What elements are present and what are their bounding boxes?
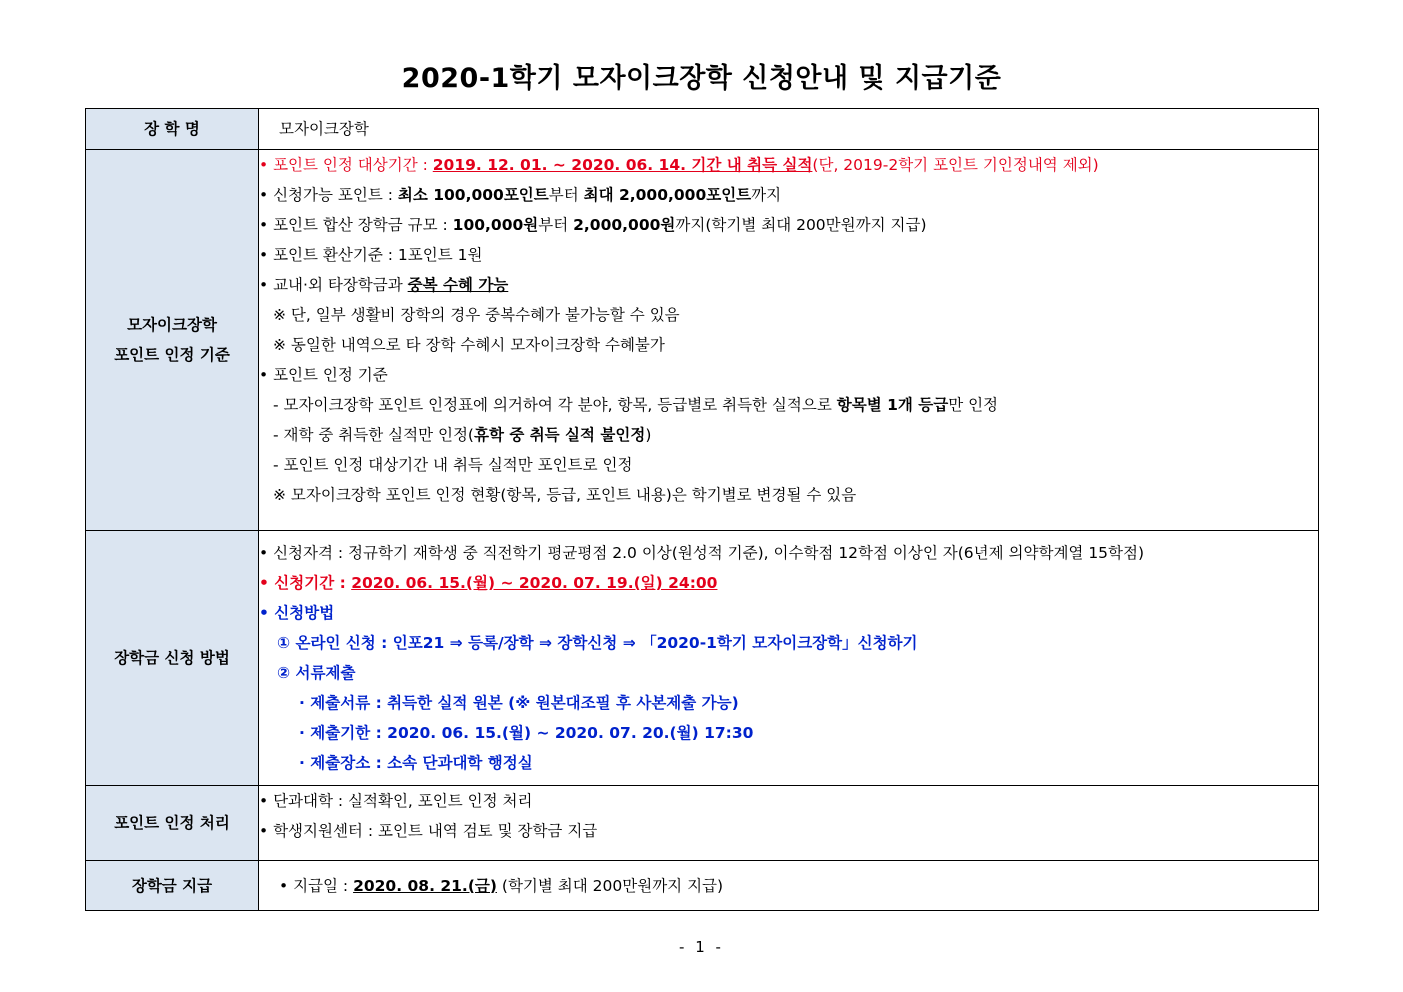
text: ) bbox=[645, 426, 652, 444]
duplicate-highlight: 중복 수혜 가능 bbox=[407, 276, 509, 294]
text: (단, 2019-2학기 포인트 기인정내역 제외) bbox=[812, 156, 1099, 174]
label-payment bbox=[86, 861, 259, 911]
process-college-line: • 단과대학 : 실적확인, 포인트 인정 처리 bbox=[259, 792, 533, 810]
page-number: - 1 - bbox=[679, 938, 724, 956]
label-text: 장학금 신청 방법 bbox=[114, 649, 230, 667]
row-payment bbox=[86, 861, 1319, 911]
text: 까지 bbox=[751, 186, 782, 204]
label-scholarship-name bbox=[86, 109, 259, 150]
bold-text: 휴학 중 취득 실적 불인정 bbox=[473, 426, 646, 444]
label-text: 장 학 명 bbox=[144, 120, 200, 138]
criteria-period-line bbox=[259, 150, 1318, 180]
period-highlight: 2020. 06. 15.(월) ~ 2020. 07. 19.(일) 24:00 bbox=[351, 574, 718, 592]
text: • 교내·외 타장학금과 bbox=[259, 276, 408, 294]
apply-method-heading: • 신청방법 bbox=[259, 604, 335, 622]
row-scholarship-name bbox=[86, 109, 1319, 150]
bold-text: 최대 2,000,000포인트 bbox=[583, 186, 752, 204]
payment-date-line bbox=[279, 871, 1318, 901]
period-highlight: 2019. 12. 01. ~ 2020. 06. 14. 기간 내 취득 실적 bbox=[432, 156, 813, 174]
criteria-standard-heading: • 포인트 인정 기준 bbox=[259, 366, 388, 384]
content-payment bbox=[259, 861, 1319, 911]
bold-text: 최소 100,000포인트 bbox=[397, 186, 549, 204]
label-point-criteria bbox=[86, 150, 259, 531]
criteria-sub-line bbox=[259, 420, 1318, 450]
text: (학기별 최대 200만원까지 지급) bbox=[496, 876, 724, 895]
criteria-conversion-line: • 포인트 환산기준 : 1포인트 1원 bbox=[259, 246, 483, 264]
content-point-processing bbox=[259, 786, 1319, 861]
text: 까지(학기별 최대 200만원까지 지급) bbox=[675, 216, 927, 234]
label-point-processing bbox=[86, 786, 259, 861]
row-point-processing bbox=[86, 786, 1319, 861]
criteria-note-line: ※ 단, 일부 생활비 장학의 경우 중복수혜가 불가능할 수 있음 bbox=[273, 306, 680, 324]
label-line: 모자이크장학 bbox=[127, 316, 217, 334]
row-application-method bbox=[86, 531, 1319, 786]
row-point-criteria bbox=[86, 150, 1319, 531]
label-text: 포인트 인정 처리 bbox=[114, 814, 230, 832]
text: 부터 bbox=[538, 216, 574, 234]
apply-documents-heading: ② 서류제출 bbox=[277, 664, 356, 682]
content-point-criteria bbox=[259, 150, 1319, 531]
label-application-method bbox=[86, 531, 259, 786]
apply-documents-line: · 제출서류 : 취득한 실적 원본 (※ 원본대조필 후 사본제출 가능) bbox=[299, 694, 739, 712]
process-center-line: • 학생지원센터 : 포인트 내역 검토 및 장학금 지급 bbox=[259, 822, 598, 840]
criteria-duplicate-line bbox=[259, 270, 1318, 300]
text: • 신청가능 포인트 : bbox=[259, 186, 398, 204]
criteria-sub-line: - 포인트 인정 대상기간 내 취득 실적만 포인트로 인정 bbox=[273, 456, 633, 474]
text: 부터 bbox=[548, 186, 584, 204]
document-title: 2020-1학기 모자이크장학 신청안내 및 지급기준 bbox=[401, 63, 1002, 94]
criteria-note-line: ※ 동일한 내역으로 타 장학 수혜시 모자이크장학 수혜불가 bbox=[273, 336, 665, 354]
payment-date-highlight: 2020. 08. 21.(금) bbox=[353, 876, 497, 895]
content-application-method bbox=[259, 531, 1319, 786]
text: - 재학 중 취득한 실적만 인정( bbox=[273, 426, 474, 444]
label-line: 포인트 인정 기준 bbox=[114, 346, 230, 364]
scholarship-info-table bbox=[85, 108, 1319, 911]
text: - 모자이크장학 포인트 인정표에 의거하여 각 분야, 항목, 등급별로 취득한 실적으로 bbox=[273, 396, 837, 414]
text: 만 인정 bbox=[948, 396, 999, 414]
text: • 신청기간 : bbox=[259, 574, 352, 592]
text: • 지급일 : bbox=[279, 876, 354, 895]
scholarship-name-text: 모자이크장학 bbox=[279, 120, 369, 138]
label-text: 장학금 지급 bbox=[131, 876, 213, 895]
apply-location-line: · 제출장소 : 소속 단과대학 행정실 bbox=[299, 754, 533, 772]
value-scholarship-name bbox=[259, 109, 1319, 150]
criteria-points-line bbox=[259, 180, 1318, 210]
apply-period-line bbox=[259, 568, 1318, 598]
apply-online-line: ① 온라인 신청 : 인포21 ⇒ 등록/장학 ⇒ 장학신청 ⇒ 「2020-1학기 모자이크장학」신청하기 bbox=[277, 634, 918, 652]
apply-deadline-line: · 제출기한 : 2020. 06. 15.(월) ~ 2020. 07. 20.(월) 17:30 bbox=[299, 724, 754, 742]
criteria-sub-line bbox=[259, 390, 1318, 420]
text: • 포인트 인정 대상기간 : bbox=[259, 156, 433, 174]
text: • 포인트 합산 장학금 규모 : bbox=[259, 216, 453, 234]
bold-text: 100,000원 bbox=[452, 216, 539, 234]
criteria-amount-line bbox=[259, 210, 1318, 240]
bold-text: 2,000,000원 bbox=[573, 216, 676, 234]
apply-eligibility-line: • 신청자격 : 정규학기 재학생 중 직전학기 평균평점 2.0 이상(원성적 기준), 이수학점 12학점 이상인 자(6년제 의약학계열 15학점) bbox=[259, 544, 1145, 562]
criteria-note-line: ※ 모자이크장학 포인트 인정 현황(항목, 등급, 포인트 내용)은 학기별로 변경될 수 있음 bbox=[273, 486, 857, 504]
bold-text: 항목별 1개 등급 bbox=[836, 396, 949, 414]
